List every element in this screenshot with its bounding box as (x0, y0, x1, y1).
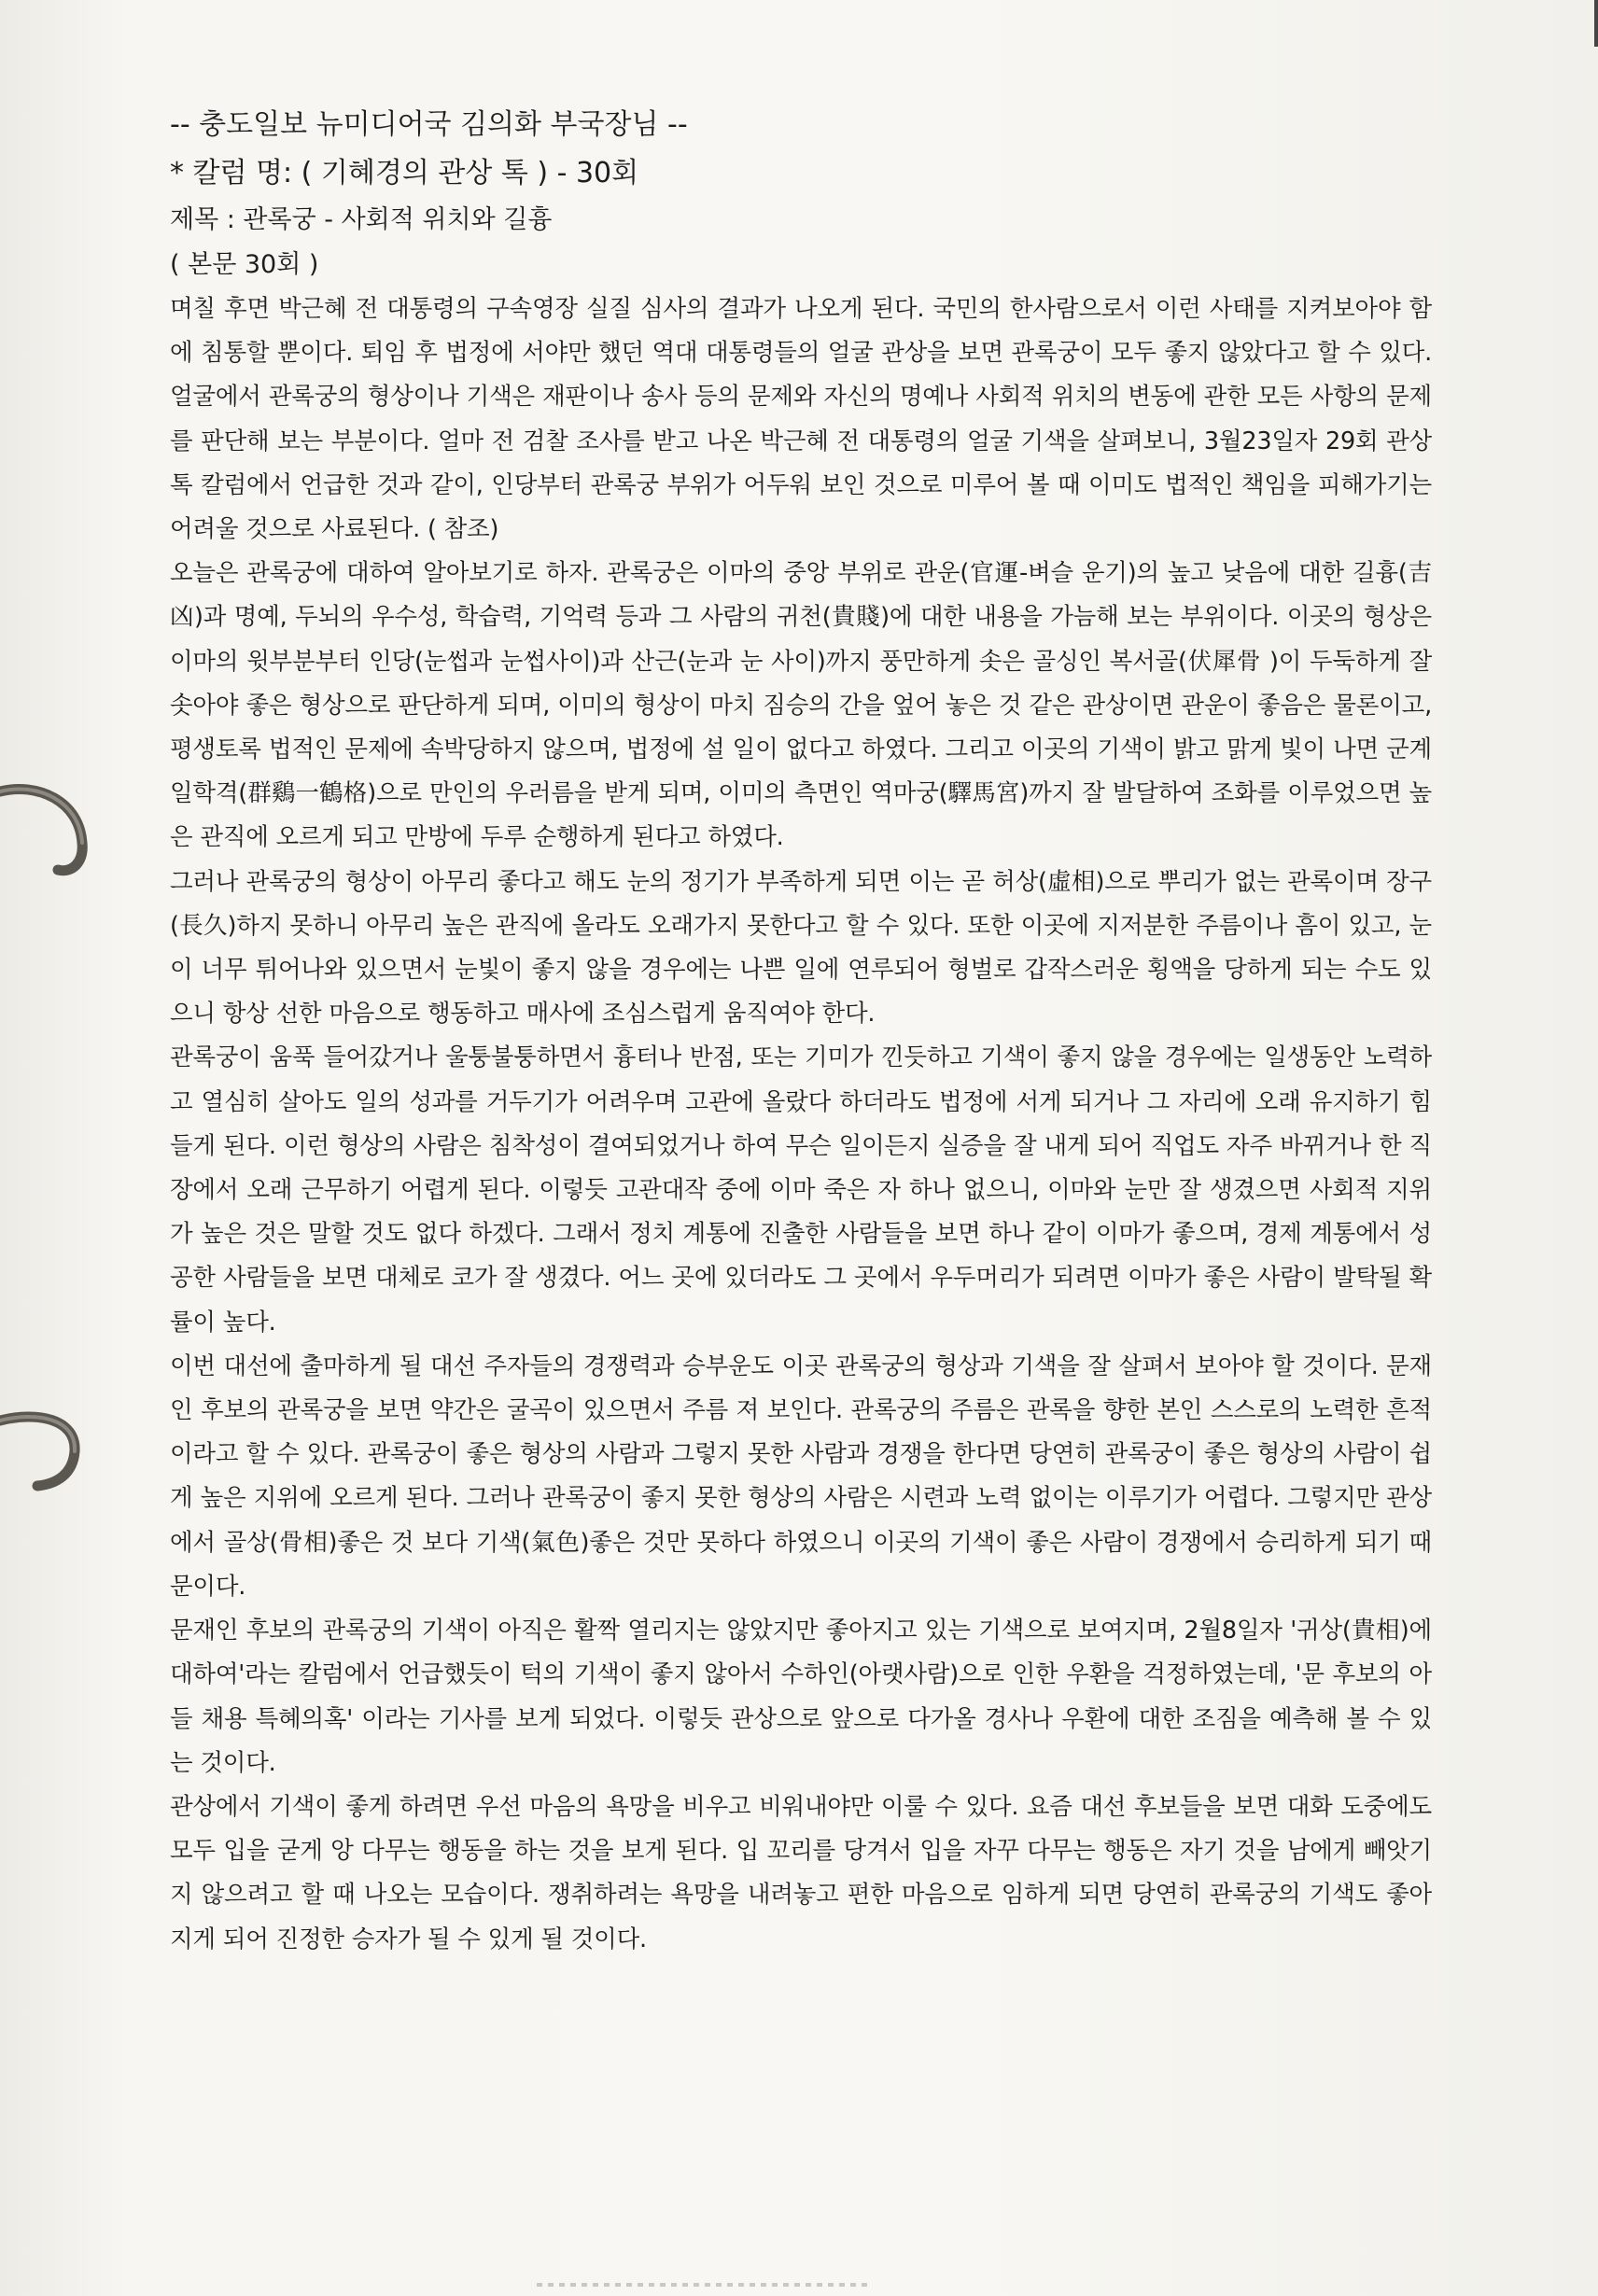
article-paragraph-6: 문재인 후보의 관록궁의 기색이 아직은 활짝 열리지는 않았지만 좋아지고 있는 기색으로 보여지며, 2월8일자 '귀상(貴相)에 대하여'라는 칼럼에서 언급했듯이 턱의 기색이 좋지 않아서 수하인(아랫사람)으로 인한 우환을 걱정하였는데, '문 후보의 아들 채용 특혜의혹' 이라는 기사를 보게 되었다. 이렇듯 관상으로 앞으로 다가올 경사나 우환에 대한 조짐을 예측해 볼 수 있는 것이다. (170, 1617, 1432, 1777)
binder-ring-icon (0, 1400, 103, 1512)
bottom-perforation (537, 2283, 873, 2287)
article-part-label: ( 본문 30회 ) (170, 250, 319, 279)
article-content (170, 101, 1432, 1962)
article-title: 제목 : 관록궁 - 사회적 위치와 길흉 (170, 205, 553, 234)
page-edge-mark (1594, 0, 1598, 47)
newspaper-credit: -- 충도일보 뉴미디어국 김의화 부국장님 -- (170, 108, 688, 141)
article-paragraph-4: 관록궁이 움푹 들어갔거나 울퉁불퉁하면서 흉터나 반점, 또는 기미가 낀듯하고 기색이 좋지 않을 경우에는 일생동안 노력하고 열심히 살아도 일의 성과를 거두기가 어려우며 고관에 올랐다 하더라도 법정에 서게 되거나 그 자리에 오래 유지하기 힘들게 된다. 이런 형상의 사람은 침착성이 결여되었거나 하여 무슨 일이든지 실증을 잘 내게 되어 직업도 자주 바뀌거나 한 직장에서 오래 근무하기 어렵게 된다. 이렇듯 고관대작 중에 이마 죽은 자 하나 없으니, 이마와 눈만 잘 생겼으면 사회적 지위가 높은 것은 말할 것도 없다 하겠다. 그래서 정치 계통에 진출한 사람들을 보면 하나 같이 이마가 좋으며, 경제 계통에서 성공한 사람들을 보면 대체로 코가 잘 생겼다. 어느 곳에 있더라도 그 곳에서 우두머리가 되려면 이마가 좋은 사람이 발탁될 확률이 높다. (170, 1043, 1432, 1337)
binder-ring-icon (0, 773, 103, 885)
article-paragraph-7: 관상에서 기색이 좋게 하려면 우선 마음의 욕망을 비우고 비워내야만 이룰 수 있다. 요즘 대선 후보들을 보면 대화 도중에도 모두 입을 굳게 앙 다무는 행동을 하는 것을 보게 된다. 입 꼬리를 당겨서 입을 자꾸 다무는 행동은 자기 것을 남에게 빼앗기지 않으려고 할 때 나오는 모습이다. 쟁취하려는 욕망을 내려놓고 편한 마음으로 임하게 되면 당연히 관록궁의 기색도 좋아지게 되어 진정한 승자가 될 수 있게 될 것이다. (170, 1792, 1432, 1953)
article-paragraph-5: 이번 대선에 출마하게 될 대선 주자들의 경쟁력과 승부운도 이곳 관록궁의 형상과 기색을 잘 살펴서 보아야 할 것이다. 문재인 후보의 관록궁을 보면 약간은 굴곡이 있으면서 주름 져 보인다. 관록궁의 주름은 관록을 향한 본인 스스로의 노력한 흔적이라고 할 수 있다. 관록궁이 좋은 형상의 사람과 그렇지 못한 사람과 경쟁을 한다면 당연히 관록궁이 좋은 형상의 사람이 쉽게 높은 지위에 오르게 된다. 그러나 관록궁이 좋지 못한 형상의 사람은 시련과 노력 없이는 이루기가 어렵다. 그렇지만 관상에서 골상(骨相)좋은 것 보다 기색(氣色)좋은 것만 못하다 하였으니 이곳의 기색이 좋은 사람이 경쟁에서 승리하게 되기 때문이다. (170, 1351, 1432, 1601)
article-paragraph-3: 그러나 관록궁의 형상이 아무리 좋다고 해도 눈의 정기가 부족하게 되면 이는 곧 허상(虛相)으로 뿌리가 없는 관록이며 장구(長久)하지 못하니 아무리 높은 관직에 올라도 오래가지 못한다고 할 수 있다. 또한 이곳에 지저분한 주름이나 흠이 있고, 눈이 너무 튀어나와 있으면서 눈빛이 좋지 않을 경우에는 나쁜 일에 연루되어 형벌로 갑작스러운 횡액을 당하게 되는 수도 있으니 항상 선한 마음으로 행동하고 매사에 조심스럽게 움직여야 한다. (170, 867, 1432, 1029)
article-paragraph-2: 오늘은 관록궁에 대하여 알아보기로 하자. 관록궁은 이마의 중앙 부위로 관운(官運-벼슬 운기)의 높고 낮음에 대한 길흉(吉凶)과 명예, 두뇌의 우수성, 학습력, 기억력 등과 그 사람의 귀천(貴賤)에 대한 내용을 가늠해 보는 부위이다. 이곳의 형상은 이마의 윗부분부터 인당(눈썹과 눈썹사이)과 산근(눈과 눈 사이)까지 풍만하게 솟은 골싱인 복서골(伏犀骨 )이 두둑하게 잘 솟아야 좋은 형상으로 판단하게 되며, 이미의 형상이 마치 짐승의 간을 엎어 놓은 것 같은 관상이면 관운이 좋음은 물론이고, 평생토록 법적인 문제에 속박당하지 않으며, 법정에 설 일이 없다고 하였다. 그리고 이곳의 기색이 밝고 맑게 빛이 나면 군계일학격(群鷄一鶴格)으로 만인의 우러름을 받게 되며, 이미의 측면인 역마궁(驛馬宮)까지 잘 발달하여 조화를 이루었으면 높은 관직에 오르게 되고 만방에 두루 순행하게 된다고 하였다. (170, 559, 1432, 852)
column-name: * 칼럼 명: ( 기혜경의 관상 톡 ) - 30회 (170, 157, 639, 189)
article-paragraph-1: 며칠 후면 박근혜 전 대통령의 구속영장 실질 심사의 결과가 나오게 된다. 국민의 한사람으로서 이런 사태를 지켜보아야 함에 침통할 뿐이다. 퇴임 후 법정에 서야만 했던 역대 대통령들의 얼굴 관상을 보면 관록궁이 모두 좋지 않았다고 할 수 있다. 얼굴에서 관록궁의 형상이나 기색은 재판이나 송사 등의 문제와 자신의 명예나 사회적 위치의 변동에 관한 모든 사항의 문제를 판단해 보는 부분이다. 얼마 전 검찰 조사를 받고 나온 박근혜 전 대통령의 얼굴 기색을 살펴보니, 3월23일자 29회 관상톡 칼럼에서 언급한 것과 같이, 인당부터 관록궁 부위가 어두워 보인 것으로 미루어 볼 때 이미도 법적인 책임을 피해가기는 어려울 것으로 사료된다. ( 참조) (170, 295, 1432, 544)
